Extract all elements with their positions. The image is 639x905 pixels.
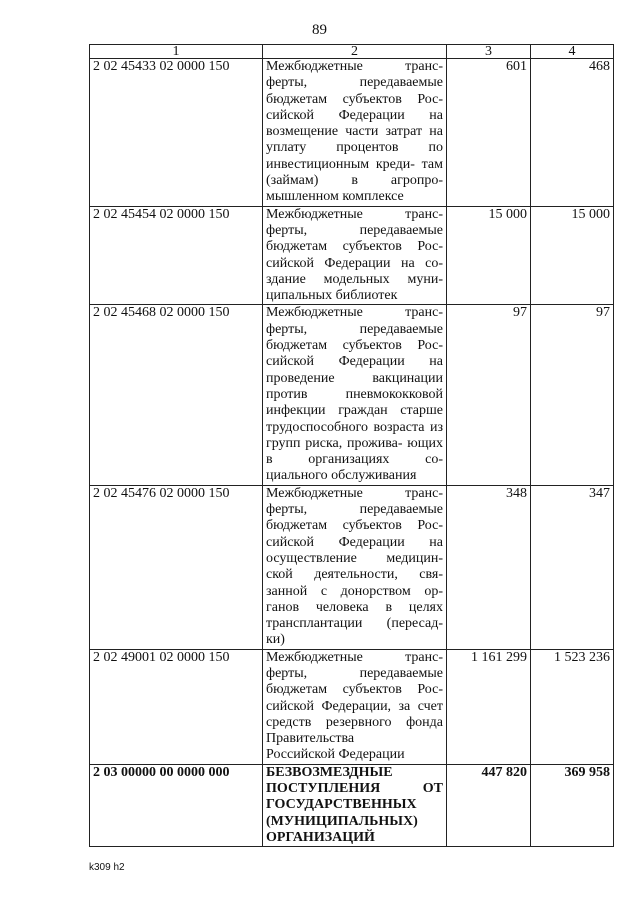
value-column-3: 97 [447,305,531,485]
description-line: из групп риска, прожива- [266,419,444,451]
description-line: ферты, передаваемые [266,665,443,681]
budget-code: 2 02 45468 02 0000 150 [90,305,263,485]
item-description [263,305,447,485]
value-column-3: 15 000 [447,206,531,305]
description-line: фонда Правительства [266,714,443,747]
column-number-row [90,45,614,59]
description-line: сийской Федерации на [266,534,443,550]
table-row [90,305,614,485]
description-line: ПОСТУПЛЕНИЯ ОТ [266,781,443,797]
value-column-4: 97 [531,305,614,485]
description-line: против пневмококковой [266,386,443,402]
description-line: БЕЗВОЗМЕЗДНЫЕ [266,764,393,780]
description-line: трансплантации (пересад- [266,616,443,632]
description-line: инвестиционным креди- [266,156,415,172]
description-line: осуществление медицин- [266,550,443,566]
description-line: ОРГАНИЗАЦИЙ [266,829,375,845]
item-description [263,764,447,846]
description-line: сийской Федерации на [266,354,443,370]
budget-code: 2 02 45433 02 0000 150 [90,59,263,207]
description-line: сийской Федерации на [266,107,443,123]
budget-code: 2 03 00000 00 0000 000 [90,764,263,846]
description-line: счет средств резервного [266,698,444,730]
value-column-3: 1 161 299 [447,649,531,764]
description-line: ферты, передаваемые [266,321,443,337]
budget-code: 2 02 45454 02 0000 150 [90,206,263,305]
description-line: циального обслуживания [266,468,417,484]
column-header-1: 1 [90,45,263,59]
description-line: Межбюджетные транс- [266,206,443,222]
description-line: сийской Федерации на со- [266,255,443,271]
description-line: возмещение части затрат [266,124,423,140]
description-line: трудоспособного возраста [266,419,425,435]
description-line: ской деятельности, свя- [266,567,443,583]
column-header-2: 2 [263,45,447,59]
description-line: проведение вакцинации [266,370,443,386]
table-row [90,59,614,207]
item-description [263,485,447,649]
budget-code: 2 02 49001 02 0000 150 [90,649,263,764]
value-column-4: 1 523 236 [531,649,614,764]
value-column-3: 348 [447,485,531,649]
column-header-3: 3 [447,45,531,59]
description-line: Российской Федерации [266,747,405,763]
description-line: бюджетам субъектов Рос- [266,518,443,534]
description-line: Межбюджетные транс- [266,485,443,501]
value-column-4: 347 [531,485,614,649]
description-line: Межбюджетные транс- [266,59,443,74]
description-line: ферты, передаваемые [266,502,443,518]
item-description [263,206,447,305]
value-column-4: 369 958 [531,764,614,846]
description-line: бюджетам субъектов Рос- [266,239,443,255]
value-column-3: 447 820 [447,764,531,846]
description-line: Межбюджетные транс- [266,305,443,321]
description-line: мышленном комплексе [266,189,404,205]
value-column-4: 468 [531,59,614,207]
value-column-3: 601 [447,59,531,207]
footer-code: k309 h2 [89,862,125,873]
item-description [263,59,447,207]
item-description [263,649,447,764]
budget-code: 2 02 45476 02 0000 150 [90,485,263,649]
budget-table [89,44,614,847]
description-line: бюджетам субъектов Рос- [266,91,443,107]
description-line: бюджетам субъектов Рос- [266,338,443,354]
description-line: здание модельных муни- [266,271,443,287]
table-row [90,206,614,305]
table-row [90,485,614,649]
description-line: ки) [266,632,285,648]
description-line: занной с донорством ор- [266,583,443,599]
description-line: на уплату процентов по [266,124,443,156]
column-header-4: 4 [531,45,614,59]
value-column-4: 15 000 [531,206,614,305]
description-line: инфекции граждан старше [266,403,443,419]
description-line: ющих в организациях со- [266,435,443,468]
description-line: ферты, передаваемые [266,222,443,238]
description-line: ферты, передаваемые [266,75,443,91]
description-line: бюджетам субъектов Рос- [266,682,443,698]
table-row [90,764,614,846]
description-line: ципальных библиотек [266,288,398,304]
description-line: ганов человека в целях [266,599,443,615]
description-line: сийской Федерации, за [266,698,411,714]
description-line: там (займам) в агропро- [266,156,443,189]
page-number: 89 [312,22,327,38]
description-line: (МУНИЦИПАЛЬНЫХ) [266,813,418,829]
table-row [90,649,614,764]
description-line: Межбюджетные транс- [266,649,443,665]
description-line: ГОСУДАРСТВЕННЫХ [266,797,417,813]
